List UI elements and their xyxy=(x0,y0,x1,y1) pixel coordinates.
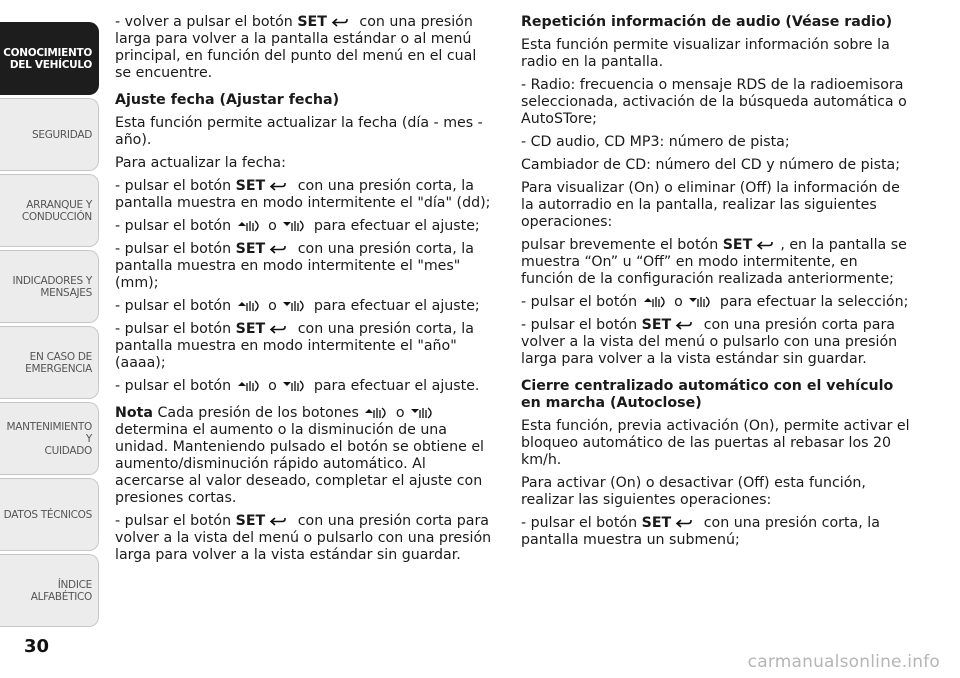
paragraph: - volver a pulsar el botón SET con una presión larga para volver a la pantalla estándar o al menú principal, en función del punto del menú en el cual se encuentre. xyxy=(115,14,477,81)
section-heading-cierre: Cierre centralizado automático con el vehículo en marcha (Autoclose) xyxy=(521,378,894,411)
paragraph: Esta función, previa activación (On), permite activar el bloqueo automático de las puertas al rebasar los 20 km/h. xyxy=(521,418,910,468)
return-arrow-icon xyxy=(269,325,287,334)
section-heading-audio: Repetición información de audio (Véase radio) xyxy=(521,14,893,30)
volume-down-icon xyxy=(282,219,308,233)
set-key: SET xyxy=(722,237,753,253)
set-key: SET xyxy=(235,178,266,194)
tab-seguridad[interactable]: SEGURIDAD xyxy=(0,98,99,171)
return-arrow-icon xyxy=(756,241,774,250)
step-dd: - pulsar el botón SET con una presión corta, la pantalla muestra en modo intermitente el "día" (dd); xyxy=(115,178,491,211)
paragraph: Para actualizar la fecha: xyxy=(115,155,286,171)
volume-up-icon xyxy=(643,295,669,309)
tab-mantenimiento[interactable]: MANTENIMIENTO Y CUIDADO xyxy=(0,402,99,475)
tab-indice[interactable]: ÍNDICE ALFABÉTICO xyxy=(0,554,99,627)
right-column xyxy=(521,14,911,555)
watermark: carmanualsonline.info xyxy=(747,652,940,672)
paragraph: Para visualizar (On) o eliminar (Off) la información de la autorradio en la pantalla, realizar las siguientes operaciones: xyxy=(521,180,900,230)
return-arrow-icon xyxy=(269,517,287,526)
section-heading-fecha: Ajuste fecha (Ajustar fecha) xyxy=(115,92,340,108)
return-arrow-icon xyxy=(269,245,287,254)
volume-down-icon xyxy=(282,379,308,393)
return-arrow-icon xyxy=(269,182,287,191)
volume-down-icon xyxy=(688,295,714,309)
paragraph: - Radio: frecuencia o mensaje RDS de la radioemisora seleccionada, activación de la búsqueda automática o AutoSTore; xyxy=(521,77,907,127)
volume-down-icon xyxy=(282,299,308,313)
tab-indicadores[interactable]: INDICADORES Y MENSAJES xyxy=(0,250,99,323)
volume-up-icon xyxy=(237,299,263,313)
step-submenu: - pulsar el botón SET con una presión corta, la pantalla muestra un submenú; xyxy=(521,515,880,548)
page-number: 30 xyxy=(24,636,50,657)
return-arrow-icon xyxy=(675,321,693,330)
set-key: SET xyxy=(235,513,266,529)
step-select: - pulsar el botón o para efectuar la selección; xyxy=(521,294,909,310)
set-key: SET xyxy=(641,317,672,333)
set-key: SET xyxy=(235,241,266,257)
set-key: SET xyxy=(641,515,672,531)
tab-datos-tecnicos[interactable]: DATOS TÉCNICOS xyxy=(0,478,99,551)
tab-conocimiento[interactable]: CONOCIMIENTO DEL VEHÍCULO xyxy=(0,22,99,95)
return-arrow-icon xyxy=(675,519,693,528)
set-key: SET xyxy=(235,321,266,337)
volume-down-icon xyxy=(410,406,436,420)
step-return: - pulsar el botón SET con una presión corta para volver a la vista del menú o pulsarlo con una presión larga para volver a la vista estándar sin guardar. xyxy=(521,317,898,367)
volume-up-icon xyxy=(237,219,263,233)
step-last: - pulsar el botón SET con una presión corta para volver a la vista del menú o pulsarlo con una presión larga para volver a la vista estándar sin guardar. xyxy=(115,513,492,563)
step-adjust: - pulsar el botón o para efectuar el ajuste; xyxy=(115,218,480,234)
tab-emergencia[interactable]: EN CASO DE EMERGENCIA xyxy=(0,326,99,399)
volume-up-icon xyxy=(364,406,390,420)
paragraph: Para activar (On) o desactivar (Off) esta función, realizar las siguientes operaciones: xyxy=(521,475,866,508)
volume-up-icon xyxy=(237,379,263,393)
set-key: SET xyxy=(297,14,327,30)
note: Nota Cada presión de los botones o determina el aumento o la disminución de una unidad. Manteniendo pulsado el botón se obtiene el aumento/disminución rápido automático. Al acercarse al valor deseado, completar el ajuste con presiones cortas. xyxy=(115,405,484,506)
step-adjust: - pulsar el botón o para efectuar el ajuste; xyxy=(115,298,480,314)
step-aaaa: - pulsar el botón SET con una presión corta, la pantalla muestra en modo intermitente el "año" (aaaa); xyxy=(115,321,474,371)
return-arrow-icon xyxy=(331,18,349,27)
paragraph: - CD audio, CD MP3: número de pista; xyxy=(521,134,790,150)
note-label: Nota xyxy=(115,405,153,421)
left-column xyxy=(115,14,493,570)
paragraph: Esta función permite visualizar información sobre la radio en la pantalla. xyxy=(521,37,890,70)
tab-arranque[interactable]: ARRANQUE Y CONDUCCIÓN xyxy=(0,174,99,247)
paragraph: Cambiador de CD: número del CD y número de pista; xyxy=(521,157,900,173)
step-press: pulsar brevemente el botón SET , en la pantalla se muestra “On” u “Off” en modo intermitente, en función de la configuración realizada anteriormente; xyxy=(521,237,907,287)
step-mm: - pulsar el botón SET con una presión corta, la pantalla muestra en modo intermitente el "mes" (mm); xyxy=(115,241,474,291)
step-adjust: - pulsar el botón o para efectuar el ajuste. xyxy=(115,378,480,394)
paragraph: Esta función permite actualizar la fecha (día - mes - año). xyxy=(115,115,483,148)
